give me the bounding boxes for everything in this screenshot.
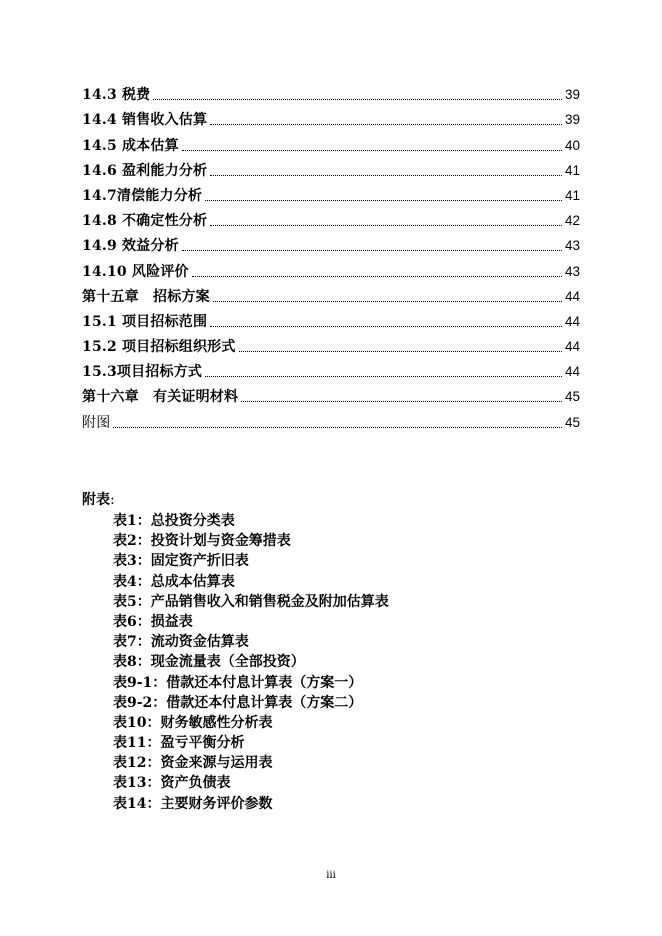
toc-entry-title: 第十六章 有关证明材料 (82, 389, 239, 406)
table-of-contents (82, 80, 580, 433)
toc-entry-page: 41 (564, 162, 580, 178)
appendix-item: 表11：盈亏平衡分析 (113, 735, 245, 752)
toc-entry-page: 44 (564, 364, 580, 380)
page-number: iii (326, 870, 336, 881)
appendix-item: 表8：现金流量表（全部投资） (113, 654, 305, 671)
toc-entry-title: 14.7清偿能力分析 (82, 187, 203, 204)
appendix-item: 表2：投资计划与资金筹措表 (113, 533, 291, 550)
appendix-item: 表4：总成本估算表 (113, 573, 235, 590)
toc-entry-page: 43 (564, 238, 580, 254)
toc-entry-title: 第十五章 招标方案 (82, 288, 210, 305)
toc-entry-title: 14.8 不确定性分析 (82, 213, 208, 230)
toc-entry-page: 40 (564, 137, 580, 153)
appendix-item: 表3：固定资产折旧表 (113, 553, 249, 570)
toc-entry-page: 45 (564, 414, 580, 430)
toc-dot-leader (182, 249, 562, 251)
toc-dot-leader (192, 275, 562, 277)
toc-entry[interactable] (82, 307, 580, 332)
toc-dot-leader (239, 350, 562, 352)
toc-entry-page: 39 (564, 112, 580, 128)
toc-entry-page: 41 (564, 187, 580, 203)
toc-entry-page: 43 (564, 263, 580, 279)
appendix-item: 表12：资金来源与运用表 (113, 755, 273, 772)
toc-dot-leader (153, 98, 562, 100)
appendix-item: 表14：主要财务评价参数 (113, 795, 273, 812)
toc-entry[interactable] (82, 332, 580, 357)
toc-dot-leader (205, 199, 562, 201)
toc-dot-leader (205, 375, 562, 377)
toc-dot-leader (210, 123, 562, 125)
toc-entry-title: 14.4 销售收入估算 (82, 112, 208, 129)
toc-entry-title: 附图 (82, 414, 111, 431)
toc-entry[interactable] (82, 130, 580, 155)
toc-dot-leader (182, 149, 562, 151)
appendix-list (113, 511, 389, 814)
toc-dot-leader (113, 426, 562, 428)
toc-entry[interactable] (82, 231, 580, 256)
toc-entry[interactable] (82, 156, 580, 181)
toc-entry[interactable] (82, 382, 580, 407)
toc-entry[interactable] (82, 206, 580, 231)
toc-entry-title: 15.3项目招标方式 (82, 364, 203, 381)
toc-entry-page: 45 (564, 389, 580, 405)
appendix-heading-colon: : (110, 492, 115, 508)
appendix-item: 表9-1：借款还本付息计算表（方案一） (113, 674, 363, 691)
toc-dot-leader (210, 174, 562, 176)
toc-entry-title: 15.1 项目招标范围 (82, 313, 208, 330)
toc-entry-title: 14.6 盈利能力分析 (82, 162, 208, 179)
toc-dot-leader (210, 224, 562, 226)
appendix-item: 表7：流动资金估算表 (113, 634, 249, 651)
toc-entry[interactable] (82, 105, 580, 130)
toc-entry[interactable] (82, 357, 580, 382)
appendix-item: 表13：资产负债表 (113, 775, 231, 792)
toc-entry[interactable] (82, 181, 580, 206)
toc-entry[interactable] (82, 407, 580, 432)
toc-entry-page: 39 (564, 87, 580, 103)
toc-entry-page: 42 (564, 213, 580, 229)
toc-entry-page: 44 (564, 339, 580, 355)
appendix-item: 表10：财务敏感性分析表 (113, 714, 273, 731)
toc-dot-leader (213, 300, 562, 302)
toc-entry-title: 15.2 项目招标组织形式 (82, 339, 236, 356)
appendix-item: 表1：总投资分类表 (113, 513, 235, 529)
toc-entry-title: 14.9 效益分析 (82, 238, 179, 255)
toc-entry-title: 14.3 税费 (82, 87, 151, 104)
appendix-item: 表9-2：借款还本付息计算表（方案二） (113, 694, 363, 711)
toc-entry[interactable] (82, 256, 580, 281)
toc-dot-leader (241, 400, 562, 402)
toc-entry-page: 44 (564, 313, 580, 329)
appendix-heading (82, 490, 115, 510)
toc-entry-title: 14.10 风险评价 (82, 263, 189, 280)
toc-entry-page: 44 (564, 288, 580, 304)
toc-entry-title: 14.5 成本估算 (82, 137, 179, 154)
toc-entry[interactable] (82, 80, 580, 105)
appendix-item: 表5：产品销售收入和销售税金及附加估算表 (113, 593, 389, 610)
toc-entry[interactable] (82, 282, 580, 307)
appendix-item: 表6：损益表 (113, 613, 193, 630)
appendix-heading-label: 附表 (82, 492, 110, 508)
toc-dot-leader (210, 325, 562, 327)
